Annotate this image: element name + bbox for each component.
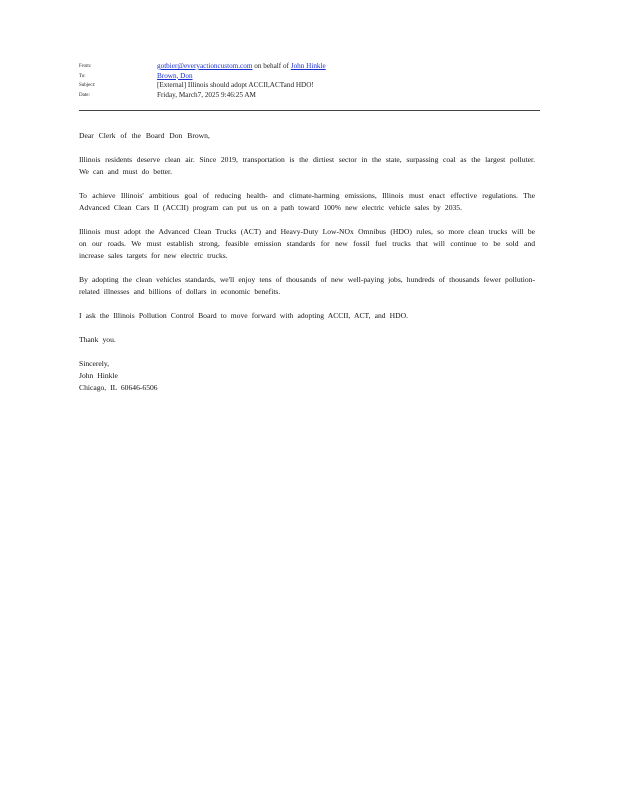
to-value (157, 72, 193, 82)
closing: Sincerely, (79, 359, 110, 368)
header-divider (79, 110, 540, 111)
subject-label: Subject: (79, 83, 96, 88)
subject-value: [External] Illinois should adopt ACCII,ACTand HDO! (157, 81, 314, 89)
letter-body (79, 130, 535, 394)
on-behalf-text: on behalf of (254, 62, 289, 70)
paragraph-benefits: By adopting the clean vehicles standards, we'll enjoy tens of thousands of new well-paying jobs, hundreds of thousands fewer pollution-related illnesses and billions of dollars in economic benefits. (79, 275, 535, 296)
sender-name: John Hinkle (79, 371, 118, 380)
from-label: From: (79, 64, 92, 69)
date-label: Date: (79, 92, 90, 98)
from-name-link[interactable]: John Hinkle (290, 62, 326, 70)
greeting: Dear Clerk of the Board Don Brown, (79, 131, 210, 140)
from-value (157, 62, 326, 72)
email-header (79, 62, 539, 100)
paragraph-request: I ask the Illinois Pollution Control Board to move forward with adopting ACCII, ACT, and HDO. (79, 311, 408, 320)
date-value: Friday, March7, 2025 9:46:25 AM (157, 90, 256, 99)
sender-location: Chicago, IL 60646-6506 (79, 383, 158, 392)
from-row (79, 62, 539, 72)
to-row (79, 72, 539, 82)
from-email-link[interactable]: gotbier@everyactioncustom.com (157, 62, 253, 70)
paragraph-accii: To achieve Illinois' ambitious goal of reducing health- and climate-harming emissions, Illinois must enact effective regulations. The Advanced Clean Cars II (ACCII) program can put us on a path toward 100% new electric vehicle sales by 2035. (79, 191, 535, 212)
subject-row (79, 81, 539, 91)
paragraph-clean-air: Illinois residents deserve clean air. Since 2019, transportation is the dirtiest sector in the state, surpassing coal as the largest polluter. We can and must do better. (79, 155, 535, 176)
to-recipient-link[interactable]: Brown, Don (157, 71, 193, 80)
paragraph-act-hdo: Illinois must adopt the Advanced Clean Trucks (ACT) and Heavy-Duty Low-NOx Omnibus (HDO) rules, so more clean trucks will be on our roads. We must establish strong, feasible emission standards for new fossil fuel trucks that will continue to be sold and increase sales targets for new electric trucks. (79, 227, 535, 260)
date-row (79, 91, 539, 101)
paragraph-thanks: Thank you. (79, 335, 116, 344)
to-label: To: (79, 73, 86, 79)
